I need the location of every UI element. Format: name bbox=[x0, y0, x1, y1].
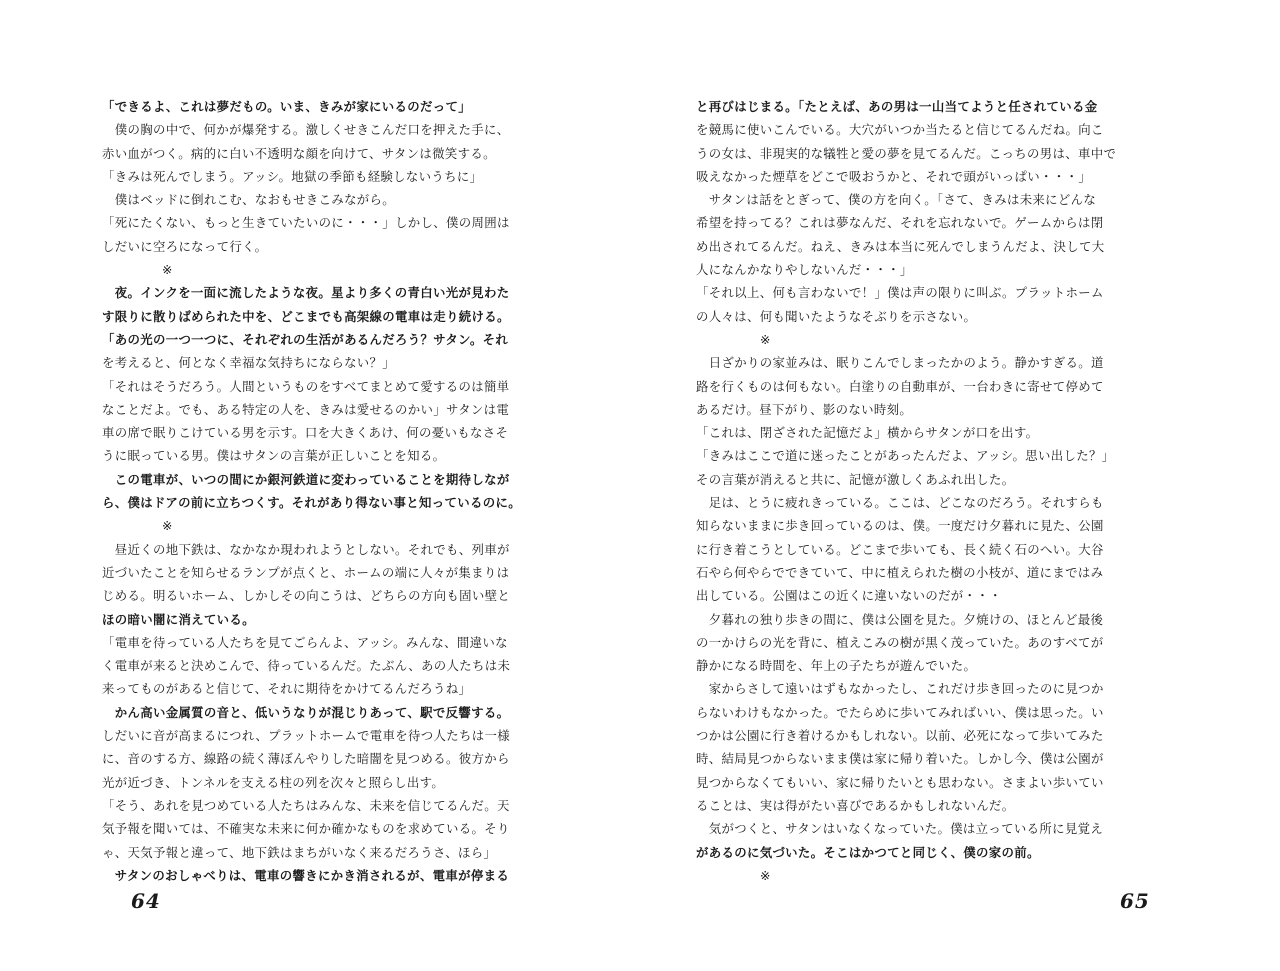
text-line: 吸えなかった煙草をどこで吸おうかと、それで頭がいっぱい・・・」 bbox=[696, 168, 1091, 184]
text-line: つかは公園に行き着けるかもしれない。以前、必死になって歩いてみた bbox=[696, 728, 1104, 744]
text-line: 赤い血がつく。病的に白い不透明な顔を向けて、サタンは微笑する。 bbox=[102, 145, 496, 161]
text-line: 「そう、あれを見つめている人たちはみんな、未来を信じてるんだ。天 bbox=[102, 797, 510, 813]
text-line: に、音のする方、線路の続く薄ぼんやりした暗闇を見つめる。彼方から bbox=[102, 751, 510, 767]
text-line: ゃ、天気予報と違って、地下鉄はまちがいなく来るだろうさ、ほら」 bbox=[102, 844, 497, 860]
text-line: 知らないままに歩き回っているのは、僕。一度だけ夕暮れに見た、公園 bbox=[696, 518, 1104, 534]
text-line: 日ざかりの家並みは、眠りこんでしまったかのよう。静かすぎる。道 bbox=[696, 355, 1104, 371]
text-line: しだいに空ろになって行く。 bbox=[102, 238, 268, 254]
text-line: め出されてるんだ。ねえ、きみは本当に死んでしまうんだよ、決して大 bbox=[696, 238, 1105, 254]
text-line: 時、結局見つからないまま僕は家に帰り着いた。しかし今、僕は公園が bbox=[696, 751, 1104, 767]
text-line: サタンのおしゃべりは、電車の響きにかき消されるが、電車が停まる bbox=[102, 867, 510, 883]
text-line: に行き着こうとしている。どこまで歩いても、長く続く石のへい。大谷 bbox=[696, 541, 1104, 557]
text-line: 気予報を聞いては、不確実な未来に何か確かなものを求めている。そり bbox=[102, 821, 510, 837]
text-line: うに眠っている男。僕はサタンの言葉が正しいことを知る。 bbox=[102, 448, 446, 464]
text-line: 夜。インクを一面に流したような夜。星より多くの青白い光が見わた bbox=[102, 285, 510, 301]
text-line: 見つからなくてもいい、家に帰りたいとも思わない。さまよい歩いてい bbox=[696, 774, 1104, 790]
text-line: 僕の胸の中で、何かが爆発する。激しくせきこんだ口を押えた手に、 bbox=[102, 122, 510, 138]
left-page-text bbox=[102, 95, 602, 887]
text-line: 僕はベッドに倒れこむ、なおもせきこみながら。 bbox=[102, 192, 396, 208]
text-line: 車の席で眠りこけている男を示す。口を大きくあけ、何の憂いもなさそ bbox=[102, 425, 509, 441]
text-line: 石やら何やらでできていて、中に植えられた樹の小枝が、道にまではみ bbox=[696, 564, 1104, 580]
text-line: 昼近くの地下鉄は、なかなか現われようとしない。それでも、列車が bbox=[102, 541, 510, 557]
page-number-right: 65 bbox=[1120, 889, 1150, 913]
text-line: 気がつくと、サタンはいなくなっていた。僕は立っている所に見覚え bbox=[696, 821, 1104, 837]
text-line: く電車が来ると決めこんで、待っているんだ。たぶん、あの人たちは未 bbox=[102, 658, 511, 674]
text-line: 家からさして遠いはずもなかったし、これだけ歩き回ったのに見つか bbox=[696, 681, 1104, 697]
section-mark: ※ bbox=[760, 331, 771, 347]
text-line: を競馬に使いこんでいる。大穴がいつか当たると信じてるんだね。向こ bbox=[696, 122, 1104, 138]
text-line: 夕暮れの独り歩きの間に、僕は公園を見た。夕焼けの、ほとんど最後 bbox=[696, 611, 1104, 627]
text-line: と再びはじまる。「たとえば、あの男は一山当てようと任されている金 bbox=[696, 99, 1098, 114]
text-line: 近づいたことを知らせるランプが点くと、ホームの端に人々が集まりは bbox=[102, 564, 510, 580]
text-line: 「きみはここで道に迷ったことがあったんだよ、アッシ。思い出した？」 bbox=[696, 448, 1115, 464]
text-line: この電車が、いつの間にか銀河鉄道に変わっていることを期待しなが bbox=[102, 471, 510, 487]
section-mark: ※ bbox=[760, 867, 771, 883]
text-line: その言葉が消えると共に、記憶が激しくあふれ出した。 bbox=[696, 471, 1015, 487]
text-line: 人になんかなりやしないんだ・・・」 bbox=[696, 262, 913, 278]
text-line: 足は、とうに疲れきっている。ここは、どこなのだろう。それすらも bbox=[696, 495, 1104, 511]
text-line: 出している。公園はこの近くに違いないのだが・・・ bbox=[696, 588, 1002, 604]
text-line: があるのに気づいた。そこはかつてと同じく、僕の家の前。 bbox=[696, 844, 1040, 860]
text-line: 光が近づき、トンネルを支える柱の列を次々と照らし出す。 bbox=[102, 774, 445, 790]
section-mark: ※ bbox=[162, 262, 173, 278]
text-line: ることは、実は得がたい喜びであるかもしれないんだ。 bbox=[696, 797, 1015, 813]
text-line: なことだよ。でも、ある特定の人を、きみは愛せるのかい」サタンは電 bbox=[102, 401, 510, 417]
text-line: の人々は、何も聞いたようなそぶりを示さない。 bbox=[696, 308, 977, 324]
text-line: ほの暗い闇に消えている。 bbox=[102, 611, 255, 627]
text-line: 「それ以上、何も言わないで！」僕は声の限りに叫ぶ。プラットホーム bbox=[696, 285, 1104, 301]
text-line: す限りに散りばめられた中を、どこまでも高架線の電車は走り続ける。 bbox=[102, 308, 510, 324]
section-mark: ※ bbox=[162, 518, 173, 534]
text-line: サタンは話をとぎって、僕の方を向く。「さて、きみは未来にどんな bbox=[696, 192, 1097, 208]
text-line: 希望を持ってる？これは夢なんだ、それを忘れないで。ゲームからは閉 bbox=[696, 215, 1104, 231]
text-line: 「きみは死んでしまう。アッシ。地獄の季節も経験しないうちに」 bbox=[102, 168, 483, 184]
text-line: 来ってものがあると信じて、それに期待をかけてるんだろうね」 bbox=[102, 681, 472, 697]
text-line: らないわけもなかった。でたらめに歩いてみればいい、僕は思った。い bbox=[696, 704, 1104, 720]
text-line: ら、僕はドアの前に立ちつくす。それがあり得ない事と知っているのに。 bbox=[102, 495, 521, 511]
right-page-text bbox=[696, 95, 1204, 887]
text-line: 「あの光の一つ一つに、それぞれの生活があるんだろう？サタン。それ bbox=[102, 331, 509, 347]
text-line: 「それはそうだろう。人間というものをすべてまとめて愛するのは簡単 bbox=[102, 378, 510, 394]
page-number-left: 64 bbox=[131, 889, 161, 913]
right-page bbox=[640, 0, 1280, 971]
text-line: しだいに音が高まるにつれ、プラットホームで電車を待つ人たちは一様 bbox=[102, 728, 510, 744]
text-line: 「これは、閉ざされた記憶だよ」横からサタンが口を出す。 bbox=[696, 425, 1039, 441]
text-line: 「できるよ、これは夢だもの。いま、きみが家にいるのだって」 bbox=[102, 99, 471, 114]
text-line: あるだけ。昼下がり、影のない時刻。 bbox=[696, 401, 913, 417]
text-line: 「死にたくない、もっと生きていたいのに・・・」しかし、僕の周囲は bbox=[102, 215, 510, 231]
text-line: 静かになる時間を、年上の子たちが遊んでいた。 bbox=[696, 658, 977, 674]
text-line: じめる。明るいホーム、しかしその向こうは、どちらの方向も固い壁と bbox=[102, 588, 511, 604]
text-line: うの女は、非現実的な犠牲と愛の夢を見てるんだ。こっちの男は、車中で bbox=[696, 145, 1117, 161]
text-line: かん高い金属質の音と、低いうなりが混じりあって、駅で反響する。 bbox=[102, 704, 510, 720]
text-line: 「電車を待っている人たちを見てごらんよ、アッシ。みんな、間違いな bbox=[102, 634, 508, 650]
text-line: の一かけらの光を背に、植えこみの樹が黒く茂っていた。あのすべてが bbox=[696, 634, 1104, 650]
text-line: 路を行くものは何もない。白塗りの自動車が、一台わきに寄せて停めて bbox=[696, 378, 1104, 394]
text-line: を考えると、何となく幸福な気持ちにならない？」 bbox=[102, 355, 396, 371]
